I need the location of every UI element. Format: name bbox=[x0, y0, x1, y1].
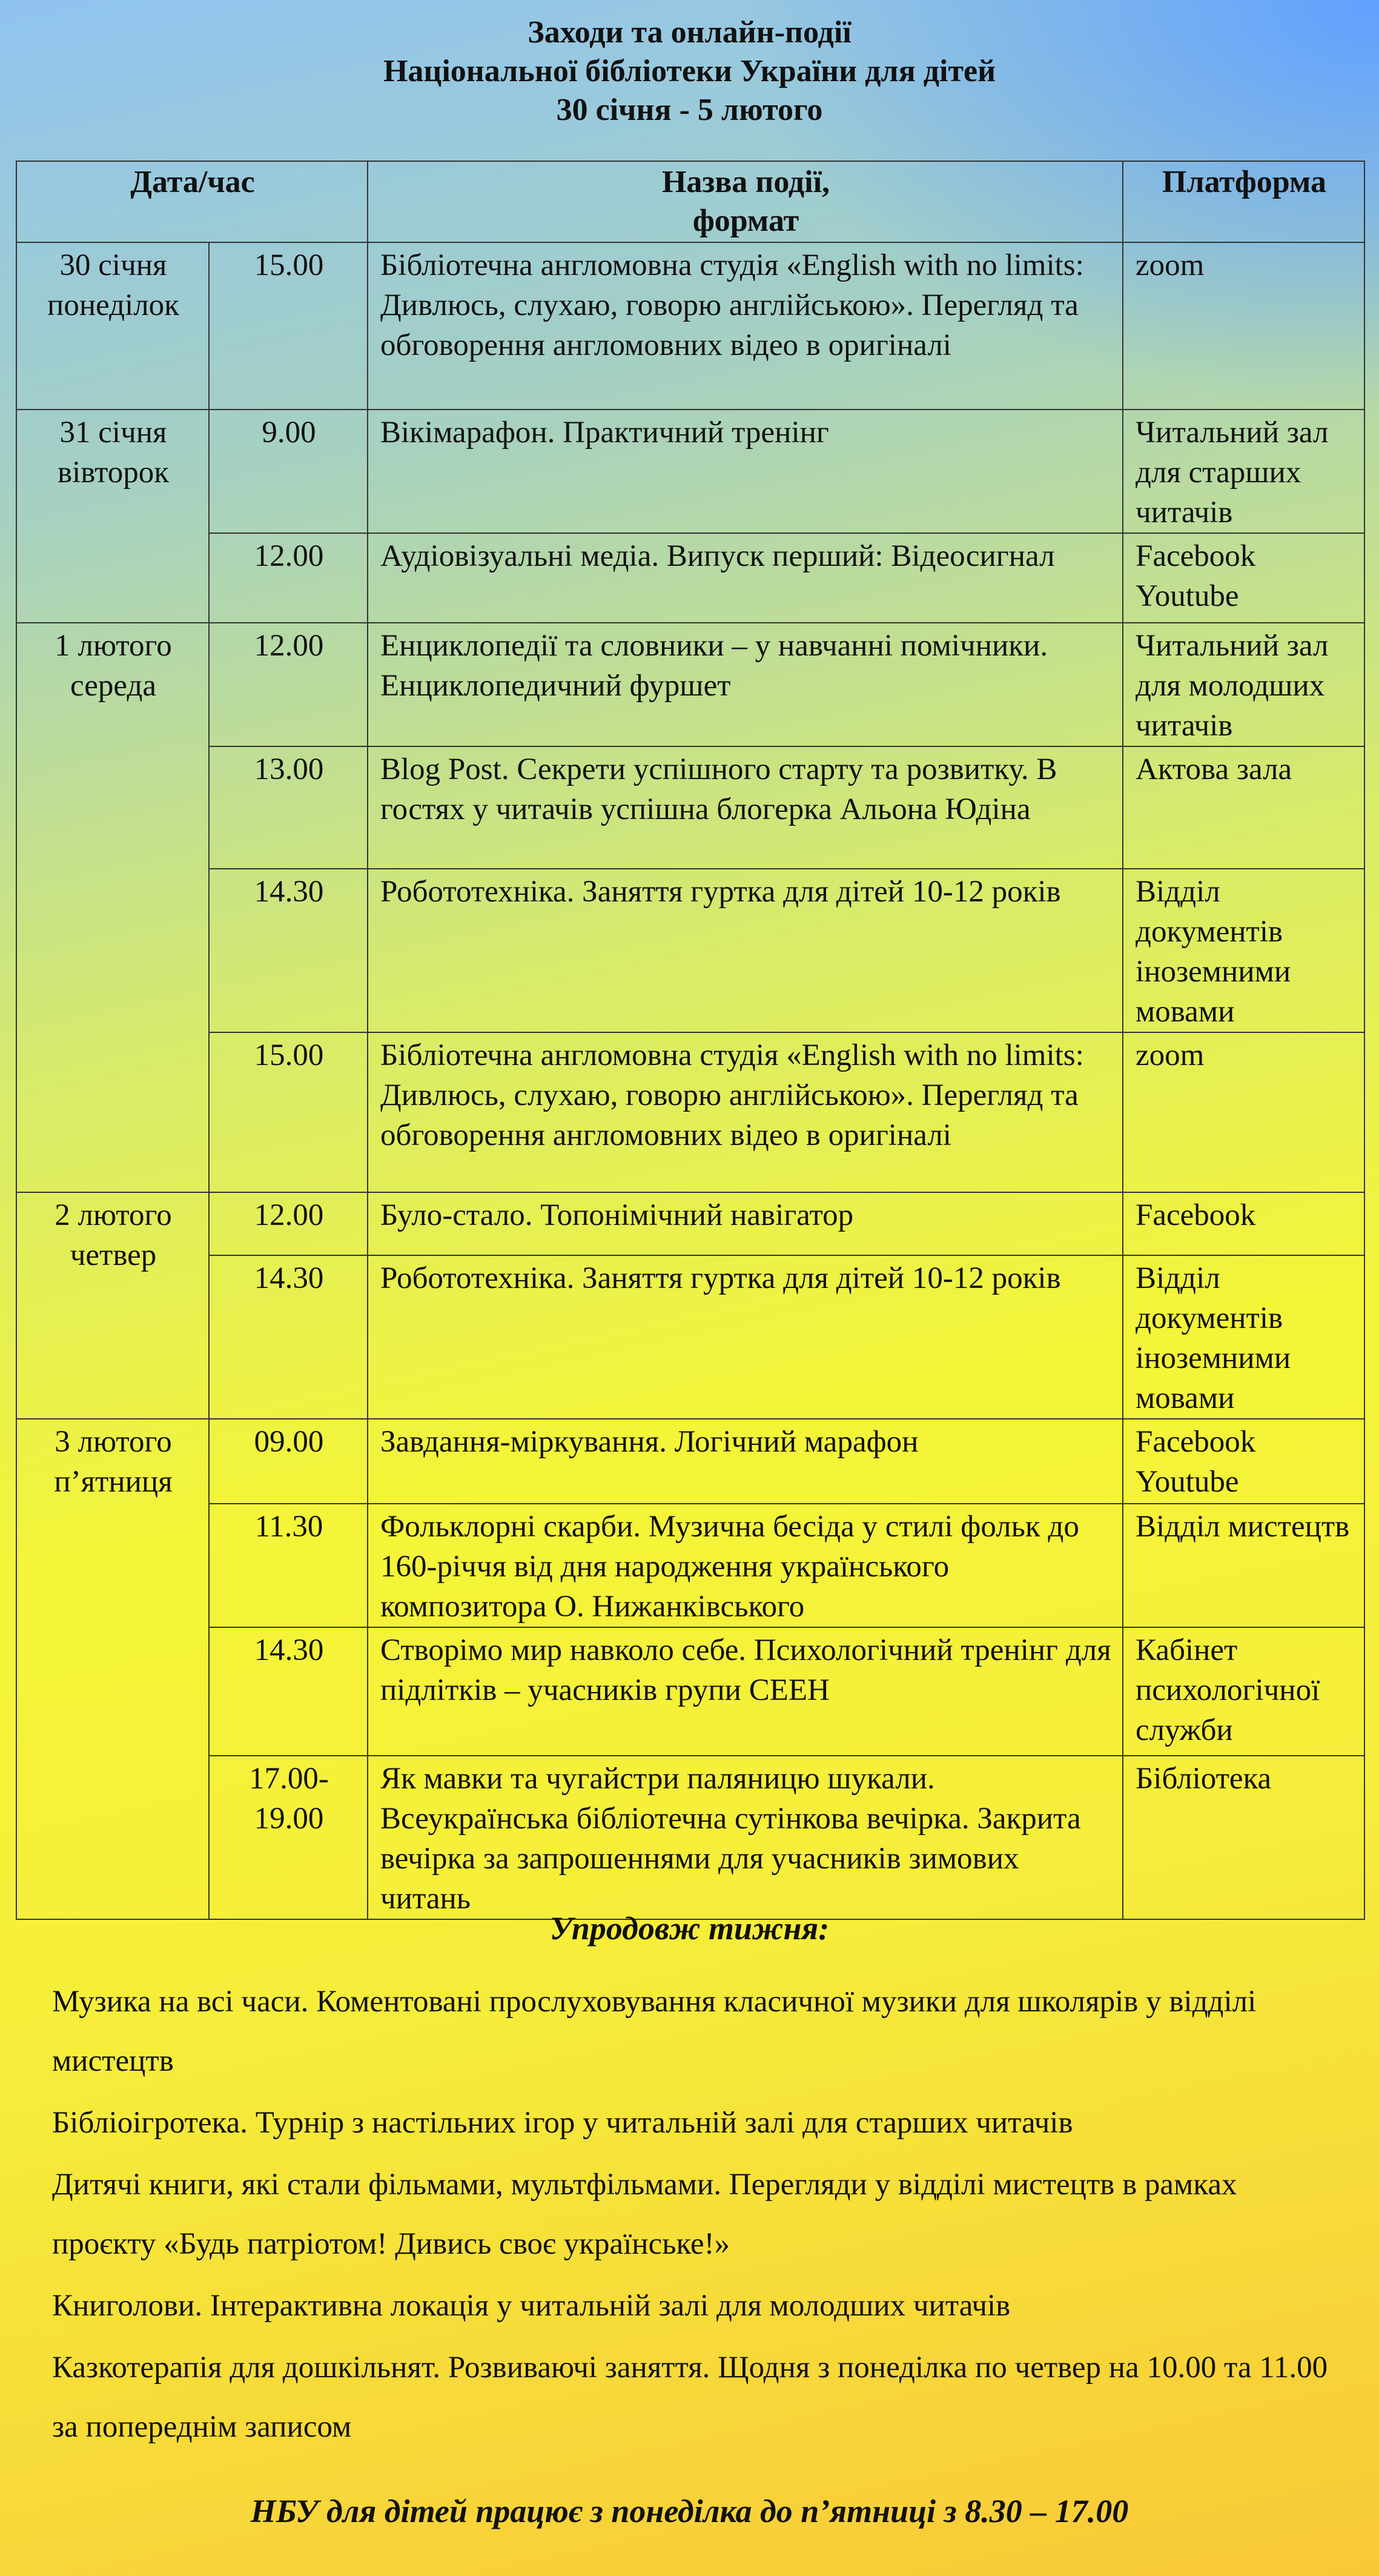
event-platform: Facebook Youtube bbox=[1123, 1419, 1364, 1504]
day-weekday: понеділок bbox=[47, 288, 179, 322]
list-item: Бібліоігротека. Турнір з настільних ігор у читальній залі для старших читачів bbox=[52, 2106, 1073, 2140]
table-row bbox=[16, 746, 1364, 869]
day-weekday: четвер bbox=[70, 1238, 157, 1272]
event-title: Аудіовізуальні медіа. Випуск перший: Відеосигнал bbox=[368, 533, 1123, 623]
event-title: Робототехніка. Заняття гуртка для дітей 10-12 років bbox=[368, 869, 1123, 1032]
event-time: 9.00 bbox=[209, 410, 368, 533]
table-row bbox=[16, 1756, 1364, 1919]
column-header-event-line2: формат bbox=[692, 204, 799, 238]
event-platform: Кабінет психологічної служби bbox=[1123, 1627, 1364, 1756]
day-cell bbox=[16, 1419, 209, 1919]
table-row bbox=[16, 1419, 1364, 1504]
event-title: Було-стало. Топонімічний навігатор bbox=[368, 1192, 1123, 1255]
event-time: 15.00 bbox=[209, 242, 368, 410]
event-time: 14.30 bbox=[209, 1255, 368, 1419]
event-title: Фольклорні скарби. Музична бесіда у стилі фольк до 160-річчя від дня народження українського композитора О. Нижанківського bbox=[368, 1504, 1123, 1627]
event-platform: Facebook Youtube bbox=[1123, 533, 1364, 623]
event-platform: Facebook bbox=[1123, 1192, 1364, 1255]
event-platform: Читальний зал для старших читачів bbox=[1123, 410, 1364, 533]
table-row bbox=[16, 1032, 1364, 1192]
event-time: 12.00 bbox=[209, 1192, 368, 1255]
day-weekday: вівторок bbox=[58, 456, 169, 490]
event-time: 15.00 bbox=[209, 1032, 368, 1192]
event-time: 09.00 bbox=[209, 1419, 368, 1504]
event-title: Вікімарафон. Практичний тренінг bbox=[368, 410, 1123, 533]
weekly-list bbox=[52, 1972, 1342, 2459]
day-date: 30 січня bbox=[59, 248, 167, 282]
table-row bbox=[16, 869, 1364, 1032]
event-title: Бібліотечна англомовна студія «English with no limits: Дивлюсь, слухаю, говорю англійською». Перегляд та обговорення англомовних відео в оригіналі bbox=[368, 242, 1123, 410]
list-item: Казкотерапія для дошкільнят. Розвиваючі заняття. Щодня з понеділка по четвер на 10.00 та 11.00 за попереднім записом bbox=[52, 2351, 1328, 2444]
column-header-event-line1: Назва події, bbox=[661, 165, 830, 199]
event-platform: Відділ документів іноземними мовами bbox=[1123, 869, 1364, 1032]
weekly-title: Упродовж тижня: bbox=[549, 1910, 830, 1947]
day-cell bbox=[16, 410, 209, 623]
event-time: 11.30 bbox=[209, 1504, 368, 1627]
event-time: 14.30 bbox=[209, 869, 368, 1032]
event-platform: Читальний зал для молодших читачів bbox=[1123, 623, 1364, 746]
table-row bbox=[16, 242, 1364, 410]
event-title: Робототехніка. Заняття гуртка для дітей 10-12 років bbox=[368, 1255, 1123, 1419]
event-time: 12.00 bbox=[209, 623, 368, 746]
list-item: Книголови. Інтерактивна локація у читальній залі для молодших читачів bbox=[52, 2289, 1011, 2323]
day-date: 2 лютого bbox=[55, 1198, 172, 1232]
table-row bbox=[16, 1255, 1364, 1419]
table-header-row bbox=[16, 161, 1364, 242]
event-time: 14.30 bbox=[209, 1627, 368, 1756]
event-title: Бібліотечна англомовна студія «English with no limits: Дивлюсь, слухаю, говорю англійською». Перегляд та обговорення англомовних відео в оригіналі bbox=[368, 1032, 1123, 1192]
event-title: Створімо мир навколо себе. Психологічний тренінг для підлітків – учасників групи СЕЕН bbox=[368, 1627, 1123, 1756]
day-cell bbox=[16, 1192, 209, 1419]
event-title: Як мавки та чугайстри паляницю шукали. Всеукраїнська бібліотечна сутінкова вечірка. Закрита вечірка за запрошеннями для учасників зимових читань bbox=[368, 1756, 1123, 1919]
event-time: 17.00-19.00 bbox=[209, 1756, 368, 1919]
list-item: Дитячі книги, які стали фільмами, мультфільмами. Перегляди у відділі мистецтв в рамках проєкту «Будь патріотом! Дивись своє українське!» bbox=[52, 2168, 1237, 2261]
day-cell bbox=[16, 242, 209, 410]
column-header-platform: Платформа bbox=[1123, 161, 1364, 242]
event-platform: Актова зала bbox=[1123, 746, 1364, 869]
day-date: 1 лютого bbox=[55, 629, 172, 663]
schedule-table bbox=[16, 161, 1365, 1920]
table-row bbox=[16, 1192, 1364, 1255]
header-dates: 30 січня - 5 лютого bbox=[556, 93, 823, 127]
table-row bbox=[16, 1627, 1364, 1756]
event-title: Завдання-міркування. Логічний марафон bbox=[368, 1419, 1123, 1504]
day-weekday: середа bbox=[70, 669, 156, 703]
table-row bbox=[16, 410, 1364, 533]
event-platform: zoom bbox=[1123, 242, 1364, 410]
event-platform: zoom bbox=[1123, 1032, 1364, 1192]
page-header bbox=[0, 13, 1379, 130]
day-date: 3 лютого bbox=[55, 1425, 172, 1459]
table-row bbox=[16, 623, 1364, 746]
header-title: Заходи та онлайн-події bbox=[527, 15, 852, 50]
event-platform: Відділ мистецтв bbox=[1123, 1504, 1364, 1627]
day-cell bbox=[16, 623, 209, 1192]
header-subtitle: Національної бібліотеки України для дітей bbox=[383, 54, 996, 88]
day-date: 31 січня bbox=[59, 416, 167, 450]
column-header-event bbox=[368, 161, 1123, 242]
day-weekday: п’ятниця bbox=[54, 1465, 173, 1499]
event-title: Енциклопедії та словники – у навчанні помічники. Енциклопедичний фуршет bbox=[368, 623, 1123, 746]
event-time: 12.00 bbox=[209, 533, 368, 623]
event-time: 13.00 bbox=[209, 746, 368, 869]
footer-hours: НБУ для дітей працює з понеділка до п’ятниці з 8.30 – 17.00 bbox=[250, 2493, 1129, 2529]
table-row bbox=[16, 1504, 1364, 1627]
event-platform: Бібліотека bbox=[1123, 1756, 1364, 1919]
event-platform: Відділ документів іноземними мовами bbox=[1123, 1255, 1364, 1419]
table-row bbox=[16, 533, 1364, 623]
event-title: Blog Post. Секрети успішного старту та розвитку. В гостях у читачів успішна блогерка Альона Юдіна bbox=[368, 746, 1123, 869]
list-item: Музика на всі часи. Коментовані прослуховування класичної музики для школярів у відділі мистецтв bbox=[52, 1985, 1257, 2078]
column-header-date: Дата/час bbox=[16, 161, 368, 242]
